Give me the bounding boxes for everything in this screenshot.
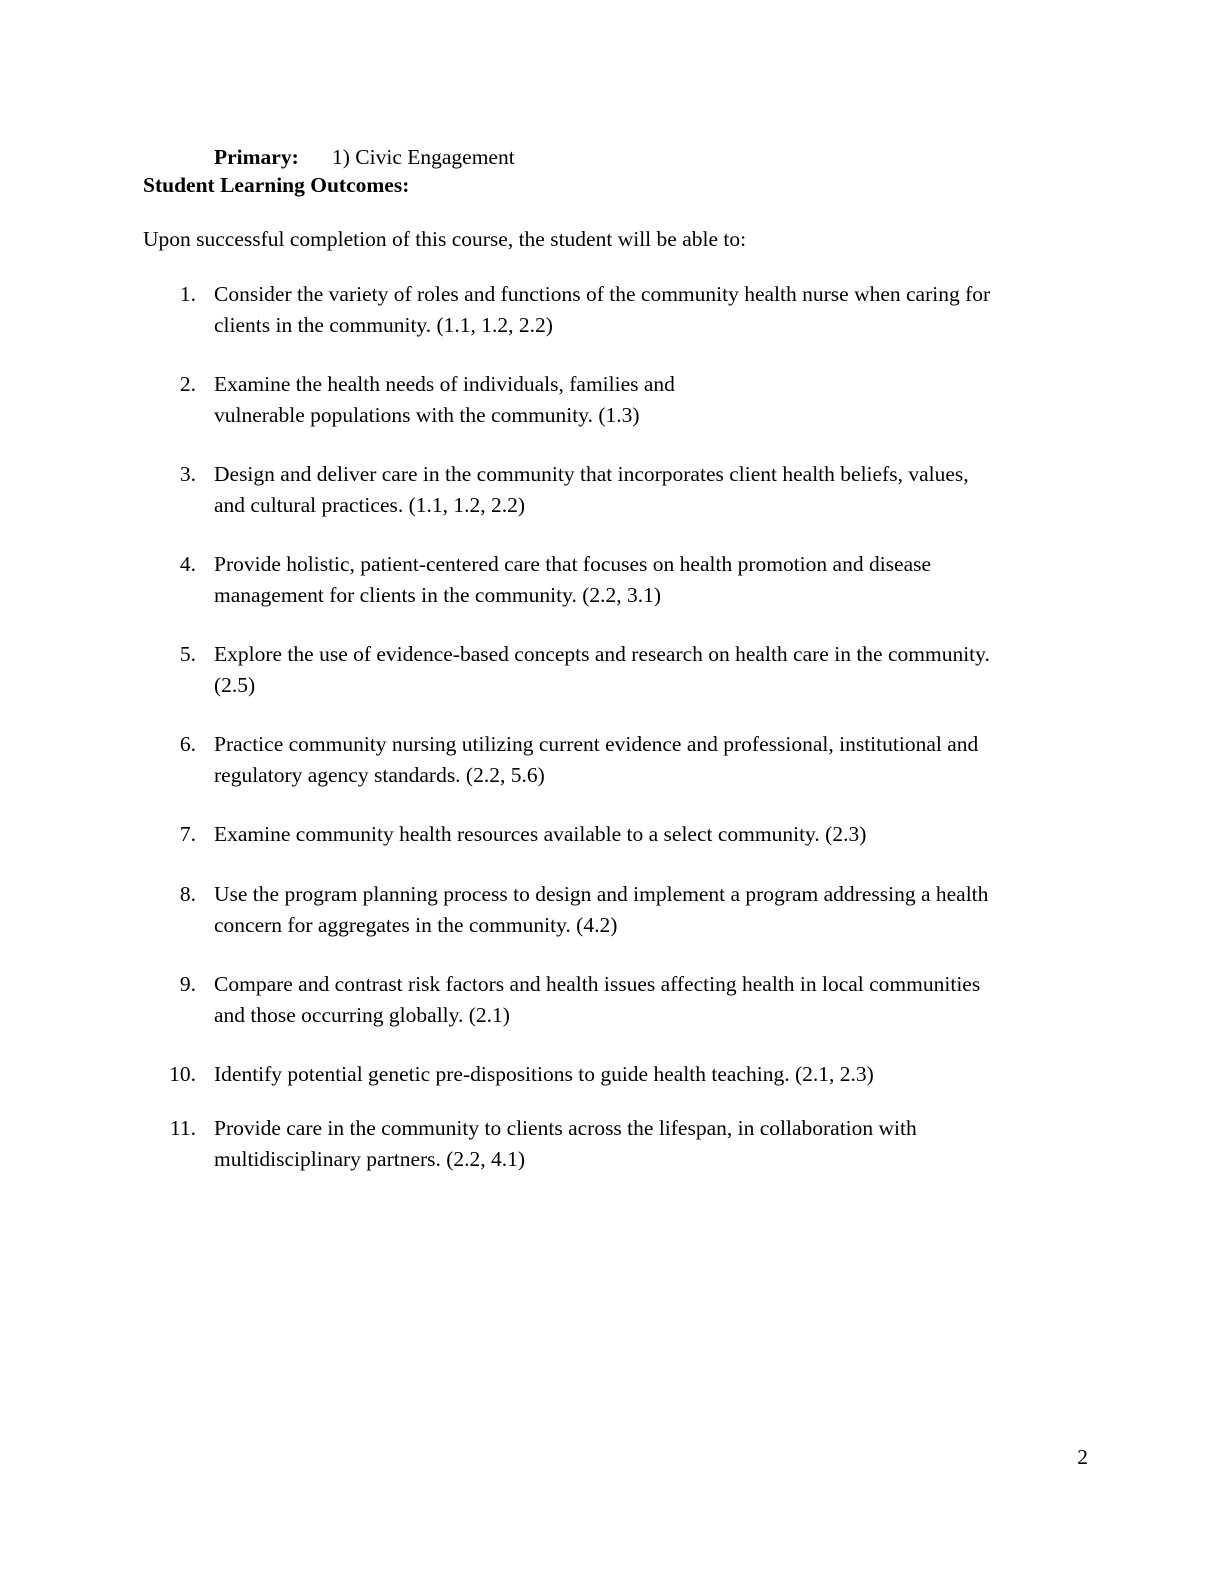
list-item-line: Compare and contrast risk factors and health issues affecting health in local communities [214, 972, 981, 996]
primary-label: Primary: [214, 145, 299, 169]
list-item-text [214, 459, 1084, 521]
list-item-line: Examine community health resources available to a select community. (2.3) [214, 822, 867, 846]
intro-paragraph: Upon successful completion of this course, the student will be able to: [143, 227, 747, 251]
primary-outcome-line [214, 143, 515, 171]
page-number: 2 [1077, 1445, 1088, 1469]
list-item-line: and cultural practices. (1.1, 1.2, 2.2) [214, 493, 526, 517]
list-item-number: 9. [179, 972, 196, 996]
list-item-text [214, 1113, 1084, 1175]
list-item-line: clients in the community. (1.1, 1.2, 2.2) [214, 313, 553, 337]
list-item-line: vulnerable populations with the community. (1.3) [214, 403, 640, 427]
list-item-text [214, 729, 1084, 791]
list-item-line: and those occurring globally. (2.1) [214, 1003, 510, 1027]
list-item-text [214, 969, 1084, 1031]
list-item-number: 4. [179, 552, 196, 576]
list-item-text [214, 549, 1084, 611]
list-item-number: 7. [179, 822, 196, 846]
list-item-number: 5. [179, 642, 196, 666]
list-item-line: concern for aggregates in the community. (4.2) [214, 913, 618, 937]
list-item-text [214, 819, 1084, 850]
list-item-text [214, 1059, 1084, 1090]
list-item-line: management for clients in the community. (2.2, 3.1) [214, 583, 662, 607]
list-item-number: 10. [169, 1062, 196, 1086]
list-item-number: 3. [179, 462, 196, 486]
list-item-text [214, 639, 1084, 701]
list-item-line: Examine the health needs of individuals, families and [214, 372, 675, 396]
list-item-text [214, 879, 1084, 941]
list-item-number: 8. [179, 882, 196, 906]
primary-value: 1) Civic Engagement [332, 145, 515, 169]
list-item-number: 11. [169, 1116, 196, 1140]
list-item-text [214, 369, 1084, 431]
list-item-text [214, 279, 1084, 341]
list-item-number: 1. [179, 282, 196, 306]
section-heading: Student Learning Outcomes: [143, 173, 410, 197]
list-item-line: multidisciplinary partners. (2.2, 4.1) [214, 1147, 526, 1171]
list-item-line: Practice community nursing utilizing current evidence and professional, institutional and [214, 732, 979, 756]
list-item-line: Provide holistic, patient-centered care that focuses on health promotion and disease [214, 552, 932, 576]
list-item-line: Identify potential genetic pre-dispositions to guide health teaching. (2.1, 2.3) [214, 1062, 874, 1086]
list-item-line: Design and deliver care in the community that incorporates client health beliefs, values, [214, 462, 969, 486]
list-item-line: Use the program planning process to design and implement a program addressing a health [214, 882, 989, 906]
list-item-line: regulatory agency standards. (2.2, 5.6) [214, 763, 545, 787]
list-item-line: (2.5) [214, 673, 256, 697]
list-item-number: 2. [179, 372, 196, 396]
list-item-line: Provide care in the community to clients across the lifespan, in collaboration with [214, 1116, 917, 1140]
list-item-number: 6. [179, 732, 196, 756]
list-item-line: Explore the use of evidence-based concepts and research on health care in the community. [214, 642, 990, 666]
list-item-line: Consider the variety of roles and functions of the community health nurse when caring for [214, 282, 991, 306]
